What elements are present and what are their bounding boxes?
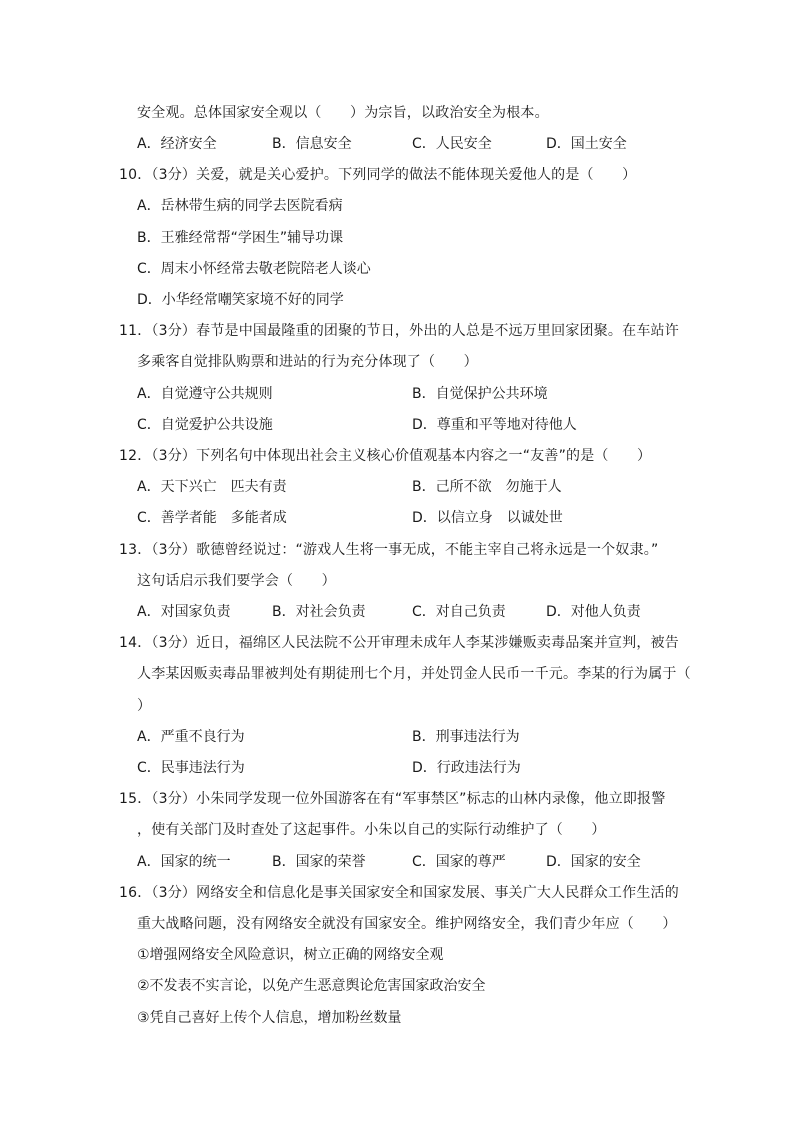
q13-option-d: D．对他人负责: [546, 604, 641, 620]
q15-option-b: B．国家的荣誉: [272, 854, 366, 870]
q14-option-a: A．严重不良行为: [137, 729, 245, 745]
q15-stem-line1: 15．（3分）小朱同学发现一位外国游客在有“军事禁区”标志的山林内录像，他立即报警: [119, 791, 666, 807]
q15-option-c: C．国家的尊严: [412, 854, 506, 870]
q14-option-d: D．行政违法行为: [412, 760, 521, 776]
q12-option-c: C．善学者能 多能者成: [137, 510, 287, 526]
q10-stem: 10．（3分）关爱，就是关心爱护。下列同学的做法不能体现关爱他人的是（ ）: [119, 167, 637, 183]
q13-option-c: C．对自己负责: [412, 604, 506, 620]
q13-option-b: B．对社会负责: [272, 604, 366, 620]
q10-option-a: A．岳林带生病的同学去医院看病: [137, 198, 343, 214]
q14-stem-line2: 人李某因贩卖毒品罪被判处有期徒刑七个月，并处罚金人民币一千元。李某的行为属于（: [137, 666, 691, 682]
q13-stem-line1: 13．（3分）歌德曾经说过：“游戏人生将一事无成，不能主宰自己将永远是一个奴隶。”: [119, 542, 659, 558]
q12-stem: 12．（3分）下列名句中体现出社会主义核心价值观基本内容之一“友善”的是（ ）: [119, 448, 652, 464]
q11-option-d: D．尊重和平等地对待他人: [412, 417, 577, 433]
q9-option-d: D．国土安全: [546, 136, 627, 152]
q14-option-b: B．刑事违法行为: [412, 729, 520, 745]
q12-option-d: D．以信立身 以诚处世: [412, 510, 563, 526]
q13-option-a: A．对国家负责: [137, 604, 231, 620]
q14-stem-line3: ）: [137, 698, 152, 714]
q9-option-b: B．信息安全: [272, 136, 352, 152]
q15-option-a: A．国家的统一: [137, 854, 231, 870]
q14-option-c: C．民事违法行为: [137, 760, 245, 776]
q13-stem-line2: 这句话启示我们要学会（ ）: [137, 573, 336, 589]
q16-stem-line1: 16．（3分）网络安全和信息化是事关国家安全和国家发展、事关广大人民群众工作生活的: [119, 885, 679, 901]
q12-option-a: A．天下兴亡 匹夫有责: [137, 479, 287, 495]
q15-stem-line2: ，使有关部门及时查处了这起事件。小朱以自己的实际行动维护了（ ）: [137, 822, 606, 838]
q11-stem-line1: 11．（3分）春节是中国最隆重的团聚的节日，外出的人总是不远万里回家团聚。在车站许: [119, 323, 679, 339]
q9-option-a: A．经济安全: [137, 136, 217, 152]
q10-option-c: C．周末小怀经常去敬老院陪老人谈心: [137, 261, 371, 277]
q11-option-b: B．自觉保护公共环境: [412, 386, 548, 402]
q16-item-2: ②不发表不实言论，以免产生恶意舆论危害国家政治安全: [137, 978, 486, 994]
q11-stem-line2: 多乘客自觉排队购票和进站的行为充分体现了（ ）: [137, 354, 478, 370]
q10-option-b: B．王雅经常帮“学困生”辅导功课: [137, 230, 344, 246]
q11-option-a: A．自觉遵守公共规则: [137, 386, 273, 402]
q16-stem-line2: 重大战略问题，没有网络安全就没有国家安全。维护网络安全，我们青少年应（ ）: [137, 916, 677, 932]
q16-item-3: ③凭自己喜好上传个人信息，增加粉丝数量: [137, 1010, 402, 1026]
q14-stem-line1: 14．（3分）近日，福绵区人民法院不公开审理未成年人李某涉嫌贩卖毒品案并宣判，被告: [119, 635, 679, 651]
q9-option-c: C．人民安全: [412, 136, 492, 152]
q11-option-c: C．自觉爱护公共设施: [137, 417, 273, 433]
q12-option-b: B．己所不欲 勿施于人: [412, 479, 562, 495]
q9-continuation: 安全观。总体国家安全观以（ ）为宗旨，以政治安全为根本。: [137, 105, 549, 121]
q16-item-1: ①增强网络安全风险意识，树立正确的网络安全观: [137, 947, 444, 963]
q15-option-d: D．国家的安全: [546, 854, 641, 870]
q10-option-d: D．小华经常嘲笑家境不好的同学: [137, 292, 344, 308]
